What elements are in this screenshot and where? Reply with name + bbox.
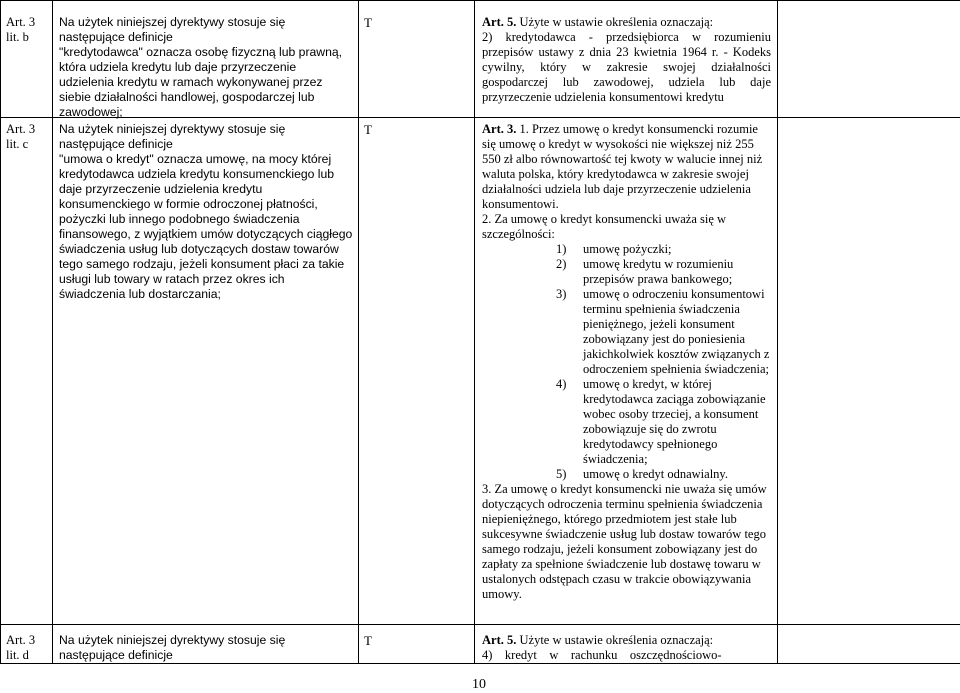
- polish-article-label: Art. 3.: [482, 122, 517, 136]
- polish-paragraph-1: Przez umowę o kredyt konsumencki rozumie się umowę o kredyt w wysokości nie większej niż 255 550 zł albo równowartość tej kwoty w walucie innej niż waluta polska, który kredytodawca w zakresie swojej działalności udziela lub daje przyrzeczenie udzielenia konsumentowi.: [482, 122, 763, 211]
- list-item-number: 4): [556, 377, 567, 391]
- directive-text: [59, 122, 353, 302]
- directive-body: "umowa o kredyt" oznacza umowę, na mocy której kredytodawca udziela kredytu konsumenckiego lub daje przyrzeczenie udzielenia kredytu konsumenckiego w formie odroczonej płatności, pożyczki lub innego podobnego świadczenia finansowego, z wyjątkiem umów dotyczących ciągłego świadczenia usług lub dotyczących dostaw towarów tego samego rodzaju, jeżeli konsument płaci za takie usługi lub towary w ratach przez okres ich świadczenia lub dostarczania;: [59, 152, 353, 301]
- table-bottom-border: [0, 663, 960, 664]
- directive-intro: Na użytek niniejszej dyrektywy stosuje się następujące definicje: [59, 633, 286, 662]
- list-item-text: umowę o odroczeniu konsumentowi terminu spełnienia świadczenia pieniężnego, jeżeli konsument zobowiązany jest do poniesienia jakichkolwiek kosztów związanych z odroczeniem spełnienia świadczenia;: [583, 287, 770, 376]
- transposition-flag: T: [364, 633, 372, 648]
- list-item: [482, 257, 771, 287]
- polish-law-text: [482, 122, 771, 602]
- row-divider-2: [0, 624, 960, 625]
- polish-body: 4) kredyt w rachunku oszczędnościowo-: [482, 648, 722, 662]
- list-item-number: 5): [556, 467, 567, 481]
- list-item-text: umowę pożyczki;: [583, 242, 672, 256]
- directive-intro: Na użytek niniejszej dyrektywy stosuje się następujące definicje: [59, 122, 286, 151]
- transposition-flag: T: [364, 122, 372, 137]
- article-ref: Art. 3 lit. b: [6, 15, 36, 44]
- directive-text: [59, 633, 353, 663]
- polish-paragraph-3: 3. Za umowę o kredyt konsumencki nie uważa się umów dotyczących odroczenia terminu spełnienia świadczenia niepieniężnego, którego przedmiotem jest stałe lub sukcesywne świadczenie usług lub dostaw towarów tego samego rodzaju, jeżeli konsument zobowiązany jest do zapłaty za spełnione świadczenie lub dostawę towaru w ustalonych odstępach czasu w trakcie obowiązywania umowy.: [482, 482, 767, 601]
- article-ref: Art. 3 lit. c: [6, 122, 36, 151]
- list-item-number: 1): [556, 242, 567, 256]
- list-item-number: 3): [556, 287, 567, 301]
- enumerated-list: [482, 242, 771, 482]
- polish-article-intro: Użyte w ustawie określenia oznaczają:: [519, 633, 714, 647]
- column-divider-4: [777, 0, 778, 664]
- column-divider-2: [358, 0, 359, 664]
- column-divider-1: [52, 0, 53, 664]
- directive-intro: Na użytek niniejszej dyrektywy stosuje się następujące definicje: [59, 15, 286, 44]
- polish-paragraph-2: 2. Za umowę o kredyt konsumencki uważa się w szczególności:: [482, 212, 727, 241]
- table-top-border: [0, 0, 960, 1]
- directive-body: "kredytodawca" oznacza osobę fizyczną lub prawną, która udziela kredytu lub daje przyrzeczenie udzielenia kredytu w ramach wykonywanej przez siebie działalności handlowej, gospodarczej lub zawodowej;: [59, 45, 343, 119]
- transposition-flag: T: [364, 15, 372, 30]
- directive-text: [59, 15, 353, 120]
- polish-law-text: [482, 633, 771, 663]
- polish-article-label: Art. 5.: [482, 633, 517, 647]
- paragraph-number: 1.: [519, 122, 529, 136]
- list-item-text: umowę o kredyt, w której kredytodawca zaciąga zobowiązanie wobec osoby trzeciej, a konsument zobowiązuje się do zwrotu kredytodawcy spełnionego świadczenia;: [583, 377, 766, 466]
- polish-body: 2) kredytodawca - przedsiębiorca w rozumieniu przepisów ustawy z dnia 23 kwietnia 1964 r. - Kodeks cywilny, który w zakresie swojej działalności gospodarczej lub zawodowej, udziela lub daje przyrzeczenie udzielenia konsumentowi kredytu: [482, 30, 771, 104]
- list-item: [482, 467, 771, 482]
- list-item: [482, 287, 771, 377]
- list-item: [482, 242, 771, 257]
- list-item-number: 2): [556, 257, 567, 271]
- polish-article-label: Art. 5.: [482, 15, 517, 29]
- article-ref: Art. 3 lit. d: [6, 633, 36, 662]
- page-number: 10: [472, 677, 486, 692]
- list-item-text: umowę o kredyt odnawialny.: [583, 467, 728, 481]
- list-item-text: umowę kredytu w rozumieniu przepisów prawa bankowego;: [583, 257, 734, 286]
- list-item: [482, 377, 771, 467]
- polish-law-text: [482, 15, 771, 105]
- column-divider-3: [474, 0, 475, 664]
- table-left-border: [0, 0, 1, 664]
- polish-article-intro: Użyte w ustawie określenia oznaczają:: [519, 15, 714, 29]
